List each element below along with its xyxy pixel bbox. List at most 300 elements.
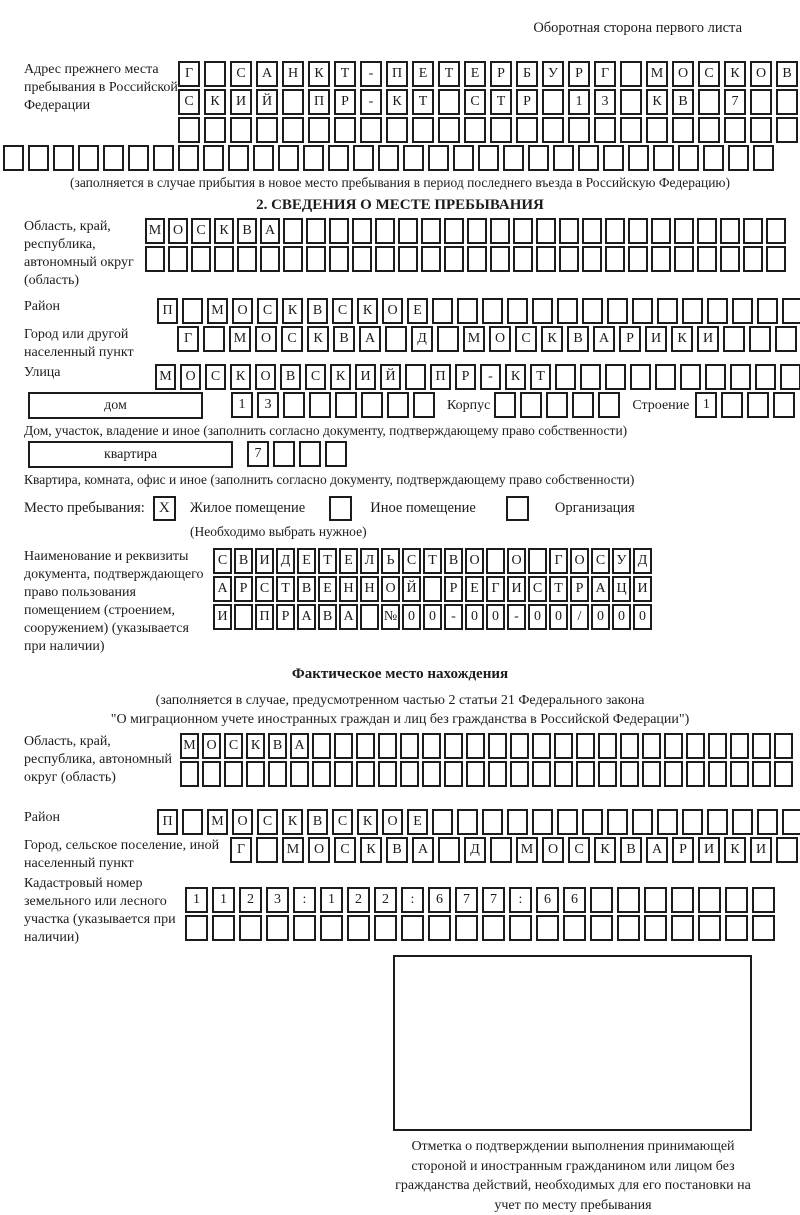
char-cell[interactable]: : (401, 887, 424, 913)
char-cell[interactable] (438, 837, 460, 863)
char-cell[interactable] (466, 761, 485, 787)
char-cell[interactable] (697, 246, 717, 272)
char-cell[interactable]: Г (230, 837, 252, 863)
char-cell[interactable] (329, 218, 349, 244)
char-cell[interactable] (563, 915, 586, 941)
char-cell[interactable]: Т (438, 61, 460, 87)
char-cell[interactable] (283, 246, 303, 272)
char-cell[interactable]: В (234, 548, 253, 574)
char-cell[interactable]: Т (412, 89, 434, 115)
char-cell[interactable]: Р (516, 89, 538, 115)
char-cell[interactable] (421, 246, 441, 272)
char-cell[interactable] (386, 117, 408, 143)
char-cell[interactable] (644, 887, 667, 913)
char-cell[interactable]: В (386, 837, 408, 863)
char-cell[interactable]: Г (594, 61, 616, 87)
char-cell[interactable] (554, 761, 573, 787)
char-cell[interactable]: О (570, 548, 589, 574)
char-cell[interactable] (224, 761, 243, 787)
char-cell[interactable] (293, 915, 316, 941)
char-cell[interactable] (400, 733, 419, 759)
char-cell[interactable] (632, 809, 653, 835)
char-cell[interactable]: В (672, 89, 694, 115)
char-cell[interactable] (334, 117, 356, 143)
char-cell[interactable]: С (281, 326, 303, 352)
char-cell[interactable]: 6 (536, 887, 559, 913)
char-cell[interactable] (532, 809, 553, 835)
checkbox-zhiloe[interactable]: X (153, 496, 176, 521)
char-cell[interactable] (708, 733, 727, 759)
char-cell[interactable]: О (750, 61, 772, 87)
char-cell[interactable] (361, 392, 383, 418)
char-cell[interactable] (398, 246, 418, 272)
char-cell[interactable]: В (268, 733, 287, 759)
char-cell[interactable] (309, 392, 331, 418)
char-cell[interactable] (204, 61, 226, 87)
char-cell[interactable] (554, 733, 573, 759)
char-cell[interactable] (642, 733, 661, 759)
char-cell[interactable]: Е (297, 548, 316, 574)
char-cell[interactable]: К (505, 364, 526, 390)
char-cell[interactable] (780, 364, 800, 390)
char-cell[interactable]: - (507, 604, 526, 630)
char-cell[interactable] (360, 117, 382, 143)
char-cell[interactable]: Т (276, 576, 295, 602)
char-cell[interactable] (486, 548, 505, 574)
char-cell[interactable] (752, 761, 771, 787)
char-cell[interactable]: В (620, 837, 642, 863)
char-cell[interactable]: Р (234, 576, 253, 602)
char-cell[interactable]: С (332, 809, 353, 835)
char-cell[interactable] (168, 246, 188, 272)
char-cell[interactable]: 0 (486, 604, 505, 630)
char-cell[interactable] (750, 89, 772, 115)
char-cell[interactable] (698, 89, 720, 115)
char-cell[interactable]: С (332, 298, 353, 324)
char-cell[interactable]: И (255, 548, 274, 574)
char-cell[interactable]: Д (276, 548, 295, 574)
char-cell[interactable] (520, 392, 542, 418)
char-cell[interactable]: А (297, 604, 316, 630)
char-cell[interactable] (422, 761, 441, 787)
char-cell[interactable]: К (282, 298, 303, 324)
char-cell[interactable]: О (381, 576, 400, 602)
char-cell[interactable] (532, 761, 551, 787)
char-cell[interactable]: И (213, 604, 232, 630)
char-cell[interactable] (644, 915, 667, 941)
char-cell[interactable] (528, 548, 547, 574)
char-cell[interactable]: С (334, 837, 356, 863)
char-cell[interactable] (580, 364, 601, 390)
char-cell[interactable] (375, 246, 395, 272)
char-cell[interactable] (774, 761, 793, 787)
char-cell[interactable] (202, 761, 221, 787)
char-cell[interactable]: И (697, 326, 719, 352)
char-cell[interactable] (378, 761, 397, 787)
char-cell[interactable]: 0 (528, 604, 547, 630)
char-cell[interactable] (356, 733, 375, 759)
char-cell[interactable] (546, 392, 568, 418)
char-cell[interactable]: : (293, 887, 316, 913)
char-cell[interactable]: А (213, 576, 232, 602)
char-cell[interactable] (582, 246, 602, 272)
char-cell[interactable] (490, 117, 512, 143)
char-cell[interactable] (513, 246, 533, 272)
char-cell[interactable]: О (382, 298, 403, 324)
char-cell[interactable]: Р (672, 837, 694, 863)
char-cell[interactable]: П (255, 604, 274, 630)
char-cell[interactable]: А (646, 837, 668, 863)
char-cell[interactable]: Т (318, 548, 337, 574)
char-cell[interactable] (703, 145, 724, 171)
char-cell[interactable] (444, 733, 463, 759)
char-cell[interactable] (724, 117, 746, 143)
char-cell[interactable] (671, 887, 694, 913)
char-cell[interactable] (303, 145, 324, 171)
char-cell[interactable]: Н (339, 576, 358, 602)
char-cell[interactable]: С (257, 809, 278, 835)
char-cell[interactable]: К (307, 326, 329, 352)
char-cell[interactable] (328, 145, 349, 171)
char-cell[interactable] (185, 915, 208, 941)
char-cell[interactable] (482, 298, 503, 324)
char-cell[interactable] (335, 392, 357, 418)
char-cell[interactable]: М (463, 326, 485, 352)
char-cell[interactable] (757, 809, 778, 835)
char-cell[interactable]: 0 (402, 604, 421, 630)
char-cell[interactable] (590, 915, 613, 941)
char-cell[interactable] (306, 218, 326, 244)
char-cell[interactable] (273, 441, 295, 467)
char-cell[interactable] (466, 733, 485, 759)
char-cell[interactable]: В (237, 218, 257, 244)
char-cell[interactable] (214, 246, 234, 272)
char-cell[interactable]: - (444, 604, 463, 630)
char-cell[interactable] (329, 246, 349, 272)
char-cell[interactable] (353, 145, 374, 171)
char-cell[interactable]: Т (423, 548, 442, 574)
char-cell[interactable] (698, 117, 720, 143)
char-cell[interactable] (628, 246, 648, 272)
char-cell[interactable] (467, 246, 487, 272)
char-cell[interactable] (605, 364, 626, 390)
char-cell[interactable] (413, 392, 435, 418)
char-cell[interactable]: Т (549, 576, 568, 602)
char-cell[interactable]: К (246, 733, 265, 759)
char-cell[interactable]: А (359, 326, 381, 352)
char-cell[interactable] (260, 246, 280, 272)
char-cell[interactable] (432, 298, 453, 324)
char-cell[interactable] (509, 915, 532, 941)
char-cell[interactable] (680, 364, 701, 390)
char-cell[interactable]: О (507, 548, 526, 574)
char-cell[interactable] (782, 809, 800, 835)
char-cell[interactable] (246, 761, 265, 787)
char-cell[interactable] (334, 733, 353, 759)
char-cell[interactable]: И (750, 837, 772, 863)
char-cell[interactable] (557, 809, 578, 835)
char-cell[interactable]: С (464, 89, 486, 115)
char-cell[interactable]: Й (380, 364, 401, 390)
char-cell[interactable] (752, 915, 775, 941)
char-cell[interactable] (773, 392, 795, 418)
char-cell[interactable]: 2 (374, 887, 397, 913)
char-cell[interactable] (234, 604, 253, 630)
char-cell[interactable]: Т (334, 61, 356, 87)
char-cell[interactable]: Е (339, 548, 358, 574)
char-cell[interactable]: К (541, 326, 563, 352)
char-cell[interactable]: А (591, 576, 610, 602)
char-cell[interactable] (507, 298, 528, 324)
char-cell[interactable] (664, 733, 683, 759)
char-cell[interactable]: Ц (612, 576, 631, 602)
char-cell[interactable] (732, 809, 753, 835)
char-cell[interactable] (655, 364, 676, 390)
char-cell[interactable] (312, 733, 331, 759)
char-cell[interactable]: Д (633, 548, 652, 574)
char-cell[interactable] (256, 837, 278, 863)
char-cell[interactable] (617, 915, 640, 941)
char-cell[interactable]: 0 (465, 604, 484, 630)
char-cell[interactable] (490, 837, 512, 863)
char-cell[interactable] (559, 246, 579, 272)
char-cell[interactable]: Р (444, 576, 463, 602)
char-cell[interactable]: К (386, 89, 408, 115)
char-cell[interactable] (598, 392, 620, 418)
char-cell[interactable] (180, 761, 199, 787)
char-cell[interactable] (3, 145, 24, 171)
char-cell[interactable] (378, 145, 399, 171)
char-cell[interactable]: П (386, 61, 408, 87)
char-cell[interactable] (753, 145, 774, 171)
char-cell[interactable] (646, 117, 668, 143)
char-cell[interactable] (682, 298, 703, 324)
char-cell[interactable] (400, 761, 419, 787)
char-cell[interactable]: Е (412, 61, 434, 87)
char-cell[interactable] (582, 218, 602, 244)
char-cell[interactable] (605, 246, 625, 272)
char-cell[interactable]: Г (177, 326, 199, 352)
char-cell[interactable] (412, 117, 434, 143)
char-cell[interactable]: М (229, 326, 251, 352)
char-cell[interactable] (628, 218, 648, 244)
char-cell[interactable]: Й (256, 89, 278, 115)
char-cell[interactable]: Е (318, 576, 337, 602)
char-cell[interactable] (510, 733, 529, 759)
char-cell[interactable]: Е (465, 576, 484, 602)
char-cell[interactable]: Н (360, 576, 379, 602)
char-cell[interactable]: К (282, 809, 303, 835)
char-cell[interactable] (503, 145, 524, 171)
char-cell[interactable] (432, 809, 453, 835)
char-cell[interactable] (620, 761, 639, 787)
char-cell[interactable]: - (360, 89, 382, 115)
char-cell[interactable] (749, 326, 771, 352)
char-cell[interactable]: С (178, 89, 200, 115)
char-cell[interactable] (664, 761, 683, 787)
char-cell[interactable]: Р (455, 364, 476, 390)
char-cell[interactable] (182, 809, 203, 835)
char-cell[interactable] (360, 604, 379, 630)
char-cell[interactable] (421, 218, 441, 244)
char-cell[interactable] (532, 733, 551, 759)
char-cell[interactable]: Е (464, 61, 486, 87)
char-cell[interactable] (776, 837, 798, 863)
char-cell[interactable]: Г (549, 548, 568, 574)
char-cell[interactable]: Р (570, 576, 589, 602)
char-cell[interactable] (488, 733, 507, 759)
char-cell[interactable]: А (256, 61, 278, 87)
char-cell[interactable] (516, 117, 538, 143)
char-cell[interactable]: Г (178, 61, 200, 87)
char-cell[interactable] (620, 89, 642, 115)
char-cell[interactable]: : (509, 887, 532, 913)
char-cell[interactable] (730, 733, 749, 759)
char-cell[interactable]: В (567, 326, 589, 352)
char-cell[interactable] (732, 298, 753, 324)
char-cell[interactable] (490, 218, 510, 244)
char-cell[interactable] (582, 298, 603, 324)
char-cell[interactable] (686, 761, 705, 787)
char-cell[interactable] (437, 326, 459, 352)
char-cell[interactable] (651, 246, 671, 272)
char-cell[interactable] (191, 246, 211, 272)
char-cell[interactable] (478, 145, 499, 171)
char-cell[interactable]: 2 (239, 887, 262, 913)
char-cell[interactable] (578, 145, 599, 171)
char-cell[interactable] (555, 364, 576, 390)
char-cell[interactable]: О (382, 809, 403, 835)
char-cell[interactable]: 1 (185, 887, 208, 913)
char-cell[interactable]: С (191, 218, 211, 244)
char-cell[interactable] (352, 218, 372, 244)
char-cell[interactable]: А (260, 218, 280, 244)
char-cell[interactable] (239, 915, 262, 941)
char-cell[interactable]: 6 (563, 887, 586, 913)
char-cell[interactable]: К (724, 61, 746, 87)
char-cell[interactable] (405, 364, 426, 390)
char-cell[interactable]: К (357, 809, 378, 835)
char-cell[interactable] (528, 145, 549, 171)
char-cell[interactable] (775, 326, 797, 352)
char-cell[interactable] (620, 733, 639, 759)
char-cell[interactable]: 3 (266, 887, 289, 913)
char-cell[interactable]: Н (282, 61, 304, 87)
char-cell[interactable] (356, 761, 375, 787)
char-cell[interactable]: 0 (591, 604, 610, 630)
char-cell[interactable]: О (672, 61, 694, 87)
char-cell[interactable]: У (612, 548, 631, 574)
char-cell[interactable] (182, 298, 203, 324)
char-cell[interactable] (674, 246, 694, 272)
char-cell[interactable]: А (290, 733, 309, 759)
char-cell[interactable] (320, 915, 343, 941)
char-cell[interactable] (455, 915, 478, 941)
char-cell[interactable] (653, 145, 674, 171)
char-cell[interactable]: 0 (612, 604, 631, 630)
char-cell[interactable] (230, 117, 252, 143)
char-cell[interactable] (568, 117, 590, 143)
char-cell[interactable]: С (255, 576, 274, 602)
checkbox-org[interactable] (506, 496, 529, 521)
char-cell[interactable]: С (528, 576, 547, 602)
char-cell[interactable] (401, 915, 424, 941)
char-cell[interactable]: С (568, 837, 590, 863)
char-cell[interactable] (620, 117, 642, 143)
char-cell[interactable]: О (255, 326, 277, 352)
char-cell[interactable]: О (489, 326, 511, 352)
char-cell[interactable]: М (145, 218, 165, 244)
char-cell[interactable] (403, 145, 424, 171)
char-cell[interactable] (347, 915, 370, 941)
char-cell[interactable]: Т (530, 364, 551, 390)
char-cell[interactable]: И (633, 576, 652, 602)
char-cell[interactable] (128, 145, 149, 171)
char-cell[interactable] (725, 887, 748, 913)
char-cell[interactable] (678, 145, 699, 171)
char-cell[interactable]: С (257, 298, 278, 324)
char-cell[interactable]: С (230, 61, 252, 87)
char-cell[interactable]: В (307, 298, 328, 324)
char-cell[interactable] (457, 298, 478, 324)
char-cell[interactable] (594, 117, 616, 143)
char-cell[interactable] (705, 364, 726, 390)
char-cell[interactable] (766, 246, 786, 272)
char-cell[interactable]: В (776, 61, 798, 87)
char-cell[interactable] (782, 298, 800, 324)
char-cell[interactable]: П (308, 89, 330, 115)
char-cell[interactable]: 0 (423, 604, 442, 630)
char-cell[interactable] (444, 246, 464, 272)
char-cell[interactable]: 1 (212, 887, 235, 913)
char-cell[interactable] (422, 733, 441, 759)
char-cell[interactable] (657, 809, 678, 835)
char-cell[interactable]: Г (486, 576, 505, 602)
char-cell[interactable] (374, 915, 397, 941)
char-cell[interactable] (725, 915, 748, 941)
char-cell[interactable] (278, 145, 299, 171)
char-cell[interactable] (752, 887, 775, 913)
char-cell[interactable]: Й (402, 576, 421, 602)
char-cell[interactable] (283, 218, 303, 244)
char-cell[interactable] (438, 117, 460, 143)
char-cell[interactable]: К (230, 364, 251, 390)
char-cell[interactable] (28, 145, 49, 171)
char-cell[interactable]: О (232, 809, 253, 835)
char-cell[interactable] (720, 218, 740, 244)
char-cell[interactable] (576, 733, 595, 759)
char-cell[interactable] (282, 89, 304, 115)
char-cell[interactable]: М (207, 298, 228, 324)
char-cell[interactable] (707, 809, 728, 835)
char-cell[interactable] (750, 117, 772, 143)
char-cell[interactable]: Б (516, 61, 538, 87)
char-cell[interactable]: П (157, 809, 178, 835)
char-cell[interactable]: Л (360, 548, 379, 574)
char-cell[interactable]: О (168, 218, 188, 244)
char-cell[interactable]: В (444, 548, 463, 574)
char-cell[interactable] (536, 915, 559, 941)
char-cell[interactable]: Р (568, 61, 590, 87)
char-cell[interactable]: Е (407, 298, 428, 324)
char-cell[interactable]: К (646, 89, 668, 115)
char-cell[interactable]: И (230, 89, 252, 115)
char-cell[interactable]: 2 (347, 887, 370, 913)
char-cell[interactable]: П (157, 298, 178, 324)
char-cell[interactable] (720, 246, 740, 272)
char-cell[interactable] (212, 915, 235, 941)
char-cell[interactable]: О (232, 298, 253, 324)
